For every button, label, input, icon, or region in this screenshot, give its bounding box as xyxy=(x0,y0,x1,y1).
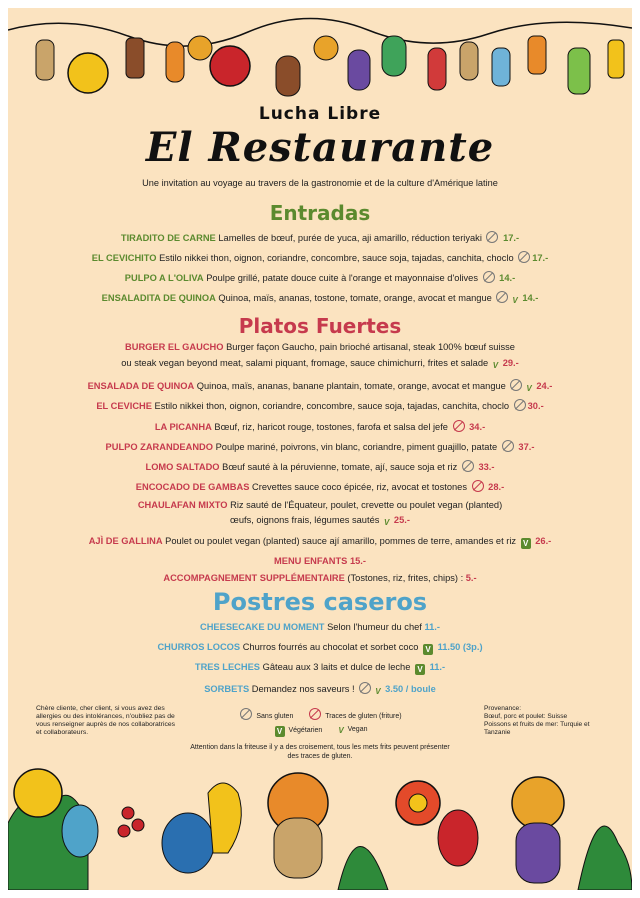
provenance xyxy=(484,705,614,737)
provenance-meat: Bœuf, porc et poulet: Suisse xyxy=(484,713,568,720)
vegan-icon: V xyxy=(512,296,518,305)
allergy-note: Chère cliente, cher client, si vous avez des allergies ou des intolérances, n'oubliez pas de vous renseigner auprès de nos collaboratrices et collaborateurs. xyxy=(36,705,176,736)
vegan-icon: V xyxy=(383,518,390,527)
gluten-free-icon xyxy=(514,399,526,411)
gluten-free-icon xyxy=(496,291,508,303)
gluten-free-icon xyxy=(518,251,530,263)
folk-art-illustration xyxy=(8,763,632,890)
legend xyxy=(188,708,452,761)
brand-subtitle: Lucha Libre xyxy=(258,104,382,124)
gluten-free-icon xyxy=(240,708,252,720)
vegan-icon: V xyxy=(492,361,499,370)
menu-item: PULPO A L'OLIVA Poulpe grillé, patate douce cuite à l'orange et mayonnaise d'olives 14.- xyxy=(124,273,516,283)
vegetarian-icon: V xyxy=(275,726,285,737)
vegan-icon: V xyxy=(526,384,532,393)
menu-item: ENCOCADO DE GAMBAS Crevettes sauce coco épicée, riz, avocat et tostones 28.- xyxy=(135,482,505,492)
menu-item: LOMO SALTADO Bœuf sauté à la péruvienne, tomate, ají, sauce soja et riz 33.- xyxy=(145,462,495,472)
gluten-traces-icon xyxy=(472,480,484,492)
menu-item-continuation: ou steak vegan beyond meat, salami piquant, fromage, sauce chimichurri, frites et salade V 29.- xyxy=(121,358,519,370)
gluten-free-icon xyxy=(462,460,474,472)
accompagnement: ACCOMPAGNEMENT SUPPLÉMENTAIRE (Tostones, riz, frites, chips) : 5.- xyxy=(163,573,477,583)
menu-item: CHURROS LOCOS Churros fourrés au chocolat et sorbet coco V 11.50 (3p.) xyxy=(157,642,483,654)
restaurant-name: El Restaurante xyxy=(145,124,495,171)
menu-item: TRES LECHES Gâteau aux 3 laits et dulce de leche V 11.- xyxy=(194,662,446,674)
menu-item: BURGER EL GAUCHO Burger façon Gaucho, pain brioché artisanal, steak 100% bœuf suisse xyxy=(125,342,515,352)
menu-page xyxy=(8,8,632,890)
gluten-free-icon xyxy=(483,271,495,283)
menu-item-continuation: œufs, oignons frais, légumes sautés V 25.- xyxy=(230,515,410,527)
legend-vegan: Vegan xyxy=(347,726,368,733)
vegetarian-icon: V xyxy=(521,538,531,549)
vegetarian-icon: V xyxy=(423,644,433,655)
legend-traces: Traces de gluten (friture) xyxy=(325,713,402,720)
gluten-traces-icon xyxy=(453,420,465,432)
legend-vegetarian: Végétarien xyxy=(288,727,323,734)
provenance-title: Provenance: xyxy=(484,705,522,712)
menu-enfants: MENU ENFANTS 15.- xyxy=(274,556,366,566)
menu-item: EL CEVICHITO Estilo nikkei thon, oignon, coriandre, concombre, sauce soja, tajadas, canchita, choclo 17.- xyxy=(91,253,549,263)
postres-title: Postres caseros xyxy=(212,588,428,616)
tagline: Une invitation au voyage au travers de la gastronomie et de la culture d'Amérique latine xyxy=(142,178,498,188)
entradas-title: Entradas xyxy=(269,201,371,225)
platos-title: Platos Fuertes xyxy=(238,314,402,338)
menu-item: SORBETS Demandez nos saveurs ! V 3.50 / boule xyxy=(204,684,436,696)
menu-item: TIRADITO DE CARNE Lamelles de bœuf, purée de yuca, aji amarillo, réduction teriyaki 17.- xyxy=(120,233,520,243)
vegan-icon: V xyxy=(375,687,381,696)
menu-item: AJÌ DE GALLINA Poulet ou poulet vegan (planted) sauce ají amarillo, pommes de terre, amandes et riz V 26.- xyxy=(88,536,552,548)
menu-item: ENSALADA DE QUINOA Quinoa, maïs, ananas, banane plantain, tomate, orange, avocat et mangue V 24.- xyxy=(87,381,553,393)
fryer-note: Attention dans la friteuse il y a des croisement, tous les mets frits peuvent présenter des traces de gluten. xyxy=(190,744,450,760)
vegetarian-icon: V xyxy=(415,664,425,675)
gluten-free-icon xyxy=(359,682,371,694)
menu-item: CHEESECAKE DU MOMENT Selon l'humeur du chef 11.- xyxy=(200,622,440,632)
gluten-traces-icon xyxy=(309,708,321,720)
gluten-free-icon xyxy=(502,440,514,452)
vegan-icon: V xyxy=(338,726,344,735)
legend-gluten-free: Sans gluten xyxy=(256,713,294,720)
menu-item: EL CEVICHE Estilo nikkei thon, oignon, coriandre, concombre, sauce soja, tajadas, canchita, choclo 30.- xyxy=(96,401,544,411)
provenance-seafood: Poissons et fruits de mer: Turquie et Tanzanie xyxy=(484,721,590,736)
lantern-garland xyxy=(8,8,632,118)
menu-item: PULPO ZARANDEANDO Poulpe mariné, poivrons, vin blanc, coriandre, piment guajillo, patate 37.- xyxy=(105,442,535,452)
gluten-free-icon xyxy=(510,379,522,391)
menu-item: ENSALADITA DE QUINOA Quinoa, maïs, ananas, tostone, tomate, orange, avocat et mangue V 14.- xyxy=(101,293,539,305)
menu-item: CHAULAFAN MIXTO Riz sauté de l'Équateur, poulet, crevette ou poulet vegan (planted) xyxy=(137,500,503,510)
gluten-free-icon xyxy=(486,231,498,243)
menu-item: LA PICANHA Bœuf, riz, haricot rouge, tostones, farofa et salsa del jefe 34.- xyxy=(154,422,486,432)
